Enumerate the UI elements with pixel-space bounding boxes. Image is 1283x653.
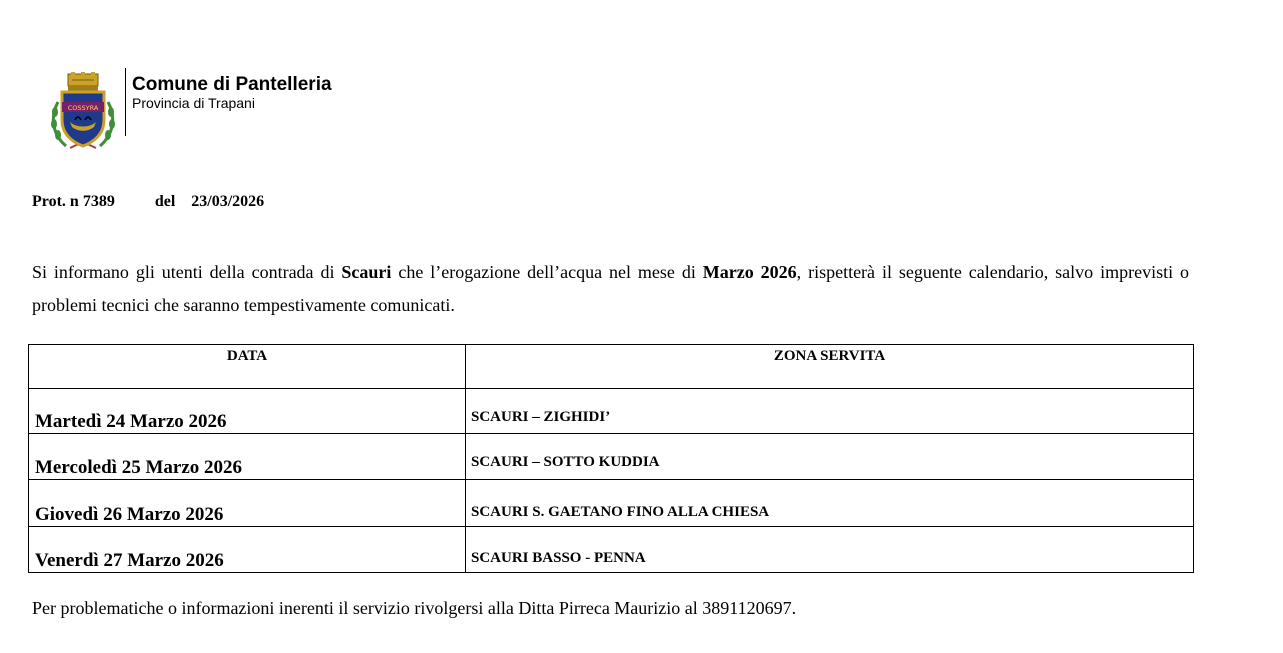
header-text — [132, 74, 332, 112]
protocol-del-label: del — [154, 193, 176, 210]
schedule-date: Martedì 24 Marzo 2026 — [29, 389, 466, 434]
table-header-row — [29, 345, 1194, 389]
schedule-zone: SCAURI – ZIGHIDI’ — [466, 389, 1194, 434]
org-name: Comune di Pantelleria — [132, 74, 332, 95]
column-header-date: DATA — [29, 345, 466, 389]
schedule-zone: SCAURI BASSO - PENNA — [466, 527, 1194, 573]
schedule-date: Venerdì 27 Marzo 2026 — [29, 527, 466, 573]
schedule-zone: SCAURI S. GAETANO FINO ALLA CHIESA — [466, 480, 1194, 527]
schedule-zone: SCAURI – SOTTO KUDDIA — [466, 434, 1194, 480]
table-row — [29, 527, 1194, 573]
protocol-number: Prot. n 7389 — [32, 193, 115, 210]
municipal-crest-icon — [48, 72, 118, 154]
intro-paragraph — [32, 256, 1189, 322]
table-row — [29, 389, 1194, 434]
column-header-zone: ZONA SERVITA — [466, 345, 1194, 389]
protocol-date: 23/03/2026 — [191, 193, 265, 210]
table-row — [29, 434, 1194, 480]
header-divider — [125, 68, 126, 136]
intro-contrada: Scauri — [341, 262, 392, 282]
schedule-table — [28, 344, 1194, 573]
intro-text: che l’erogazione dell’acqua nel mese di — [391, 262, 703, 282]
intro-month: Marzo 2026 — [702, 262, 797, 282]
schedule-date: Giovedì 26 Marzo 2026 — [29, 480, 466, 527]
schedule-date: Mercoledì 25 Marzo 2026 — [29, 434, 466, 480]
crest-band-text: COSSYRA — [67, 104, 99, 112]
table-row — [29, 480, 1194, 527]
org-province: Provincia di Trapani — [132, 95, 255, 111]
protocol-line — [32, 193, 264, 211]
contact-footer: Per problematiche o informazioni inerenti il servizio rivolgersi alla Ditta Pirreca Maurizio al 3891120697. — [32, 598, 797, 618]
intro-text: , rispetterà il seguente calendario, salvo imprevisti o problemi tecnici che saranno tempestivamente comunicati. — [32, 262, 1190, 315]
intro-text: Si informano gli utenti della contrada di — [32, 262, 342, 282]
